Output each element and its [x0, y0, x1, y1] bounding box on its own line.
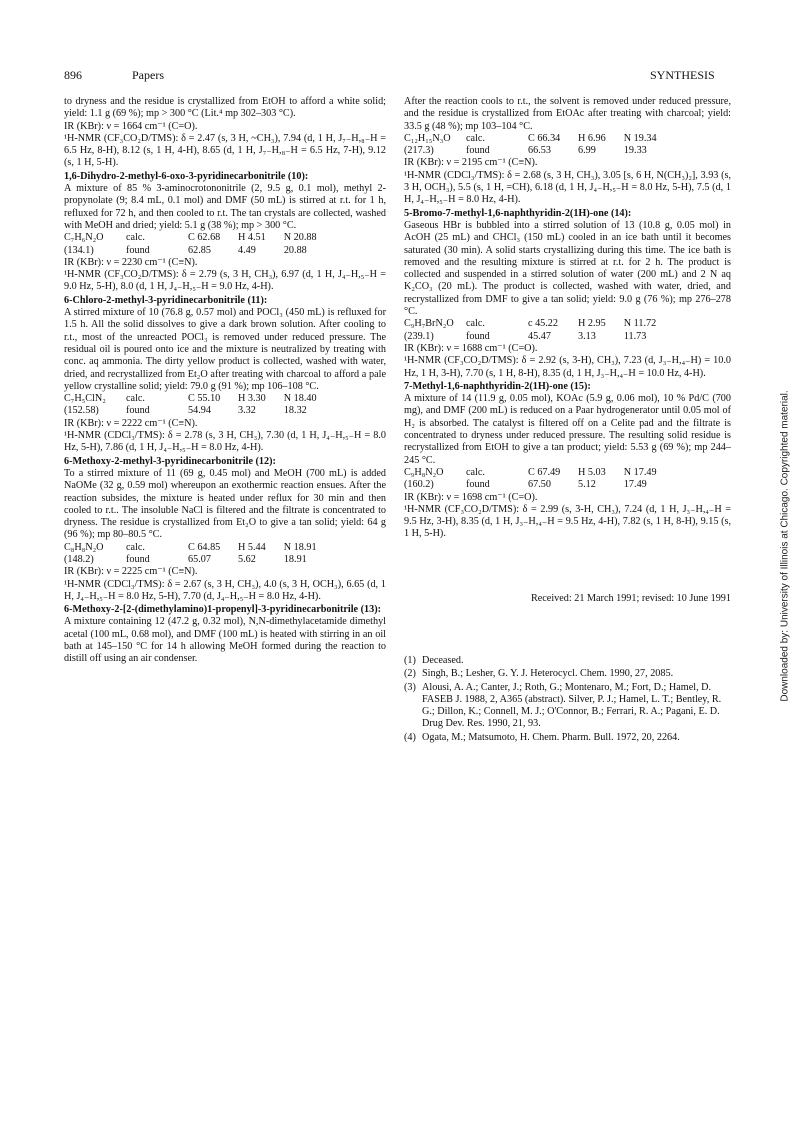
compound-15-title: 7-Methyl-1,6-naphthyridin-2(1H)-one (15): — [404, 380, 591, 392]
compound-13-body: A mixture containing 12 (47.2 g, 0.32 mol), N,N-dimethylacetamide dimethyl acetal (100 mL, 0.68 mol), and DMF (100 mL) is heated with stirring in an oil bath at 145–150 °C for 14 h allowing MeOH formed during the reaction to distill off using an air condenser. — [64, 616, 386, 665]
journal-name: SYNTHESIS — [650, 68, 715, 82]
compound-12-body: To a stirred mixture of 11 (69 g, 0.45 mol) and MeOH (700 mL) is added NaOMe (32 g, 0.59 mol) whereupon an exothermic reaction ensues. After the reaction subsides, the mixture is heated under reflux for 30 min and then cooled to r.t.. The insoluble NaCl is filtered and the filtrate is concentrated to dryness. The residue is crystallized from Et₂O to give a tan solid; yield: 64 g (96 %); mp 80–80.5 °C. — [64, 467, 386, 541]
compound-13-ir: IR (KBr): ν = 2195 cm⁻¹ (C≡N). — [404, 157, 538, 169]
left-column — [64, 96, 386, 666]
compound-11-nmr: ¹H-NMR (CDCl₃/TMS): δ = 2.78 (s, 3 H, CH₃), 7.30 (d, 1 H, J₄₋H,₅₋H = 8.0 Hz, 5-H), 7.86 (d, 1 H, J₄₋H,₅₋H = 8.0 Hz, 4-H). — [64, 430, 386, 454]
right-column — [404, 96, 731, 745]
compound-10-body: A mixture of 85 % 3-aminocrotononitrile (2, 9.5 g, 0.1 mol), methyl 2-propynolate (9; 8.4 mL, 0.1 mol) and DMF (50 mL) is stirred at r.t. for 1 h, refluxed for 72 h, and then cooled to r.t. The tan crystals are collected, washed with MeOH and dried; yield: 5.1 g (38 %); mp > 300 °C. — [64, 183, 386, 231]
compound-13-title: 6-Methoxy-2-[2-(dimethylamino)1-propenyl]-3-pyridinecarbonitrile (13): — [64, 604, 381, 616]
compound-13-nmr: ¹H-NMR (CDCl₃/TMS): δ = 2.68 (s, 3 H, CH₃), 3.05 [s, 6 H, N(CH₃)₂], 3.93 (s, 3 H, OCH₃), 5.5 (s, 1 H, =CH), 6.18 (d, 1 H, J₄₋H,₅₋H = 8.0 Hz, 5-H), 7.5 (d, 1 H, J₄₋H,₅₋H = 8.0 Hz, 4-H). — [404, 169, 731, 206]
compound-11-body: A stirred mixture of 10 (76.8 g, 0.57 mol) and POCl₃ (450 mL) is refluxed for 1.5 h. All the solid dissolves to give a dark brown solution. After cooling to r.t., most of the unreacted POCl₃ is removed under reduced pressure. The residual oil is poured onto ice and the mixture is neutralized by treating with conc. aq ammonia. The dirty yellow product is collected, washed with water, dried, and recrystallized from Et₂O after treating with charcoal to afford a pale yellow crystalline solid; yield: 79.0 g (91 %); mp 106–108 °C. — [64, 307, 386, 392]
compound-14-nmr: ¹H-NMR (CF₃CO₂D/TMS): δ = 2.92 (s, 3-H), CH₃), 7.23 (d, J₃₋H,₄₋H) = 10.0 Hz, 1 H, 3-H), 7.70 (s, 1 H, 8-H), 8.35 (d, 1 H, J₃₋H,₄₋H = 10.0 Hz, 4-H). — [404, 355, 731, 379]
compound-12-ir: IR (KBr): ν = 2225 cm⁻¹ (C≡N). — [64, 566, 198, 578]
intro-paragraph: to dryness and the residue is crystallized from EtOH to afford a white solid; yield: 1.1 g (69 %); mp > 300 °C (Lit.⁴ mp 302–303 °C). — [64, 96, 386, 120]
compound-15-nmr: ¹H-NMR (CF₃CO₂D/TMS): δ = 2.99 (s, 3-H, CH₃), 7.24 (d, 1 H, J₃₋H,₄₋H = 9.5 Hz, 3-H), 8.35 (d, 1 H, J₃₋H,₄₋H = 9.5 Hz, 4-H), 7.82 (s, 1 H, 8-H), 9.15 (s, 1 H, 5-H). — [404, 503, 731, 540]
reference-item: (3) Alousi, A. A.; Canter, J.; Roth, G.; Montenaro, M.; Fort, D.; Hamel, D. FASEB J. 1988, 2, A365 (abstract). Silver, P. J.; Hamel, L. T.; Bentley, R. G.; Dillon, K.; Connell, M. J.; O'Connor, B.; Ferrari, R. A.; Pagani, E. D. Drug Dev. Res. 1990, 21, 93. — [404, 681, 722, 730]
compound-15-ir: IR (KBr): ν = 1698 cm⁻¹ (C=O). — [404, 491, 538, 503]
compound-12-analysis: C₈H₈N₂O calc. C 64.85 H 5.44 N 18.91 (148.2) found 65.07 5.62 18.91 — [64, 541, 317, 565]
compound-11-title: 6-Chloro-2-methyl-3-pyridinecarbonitrile (11): — [64, 294, 268, 306]
references — [404, 655, 731, 744]
compound-14-title: 5-Bromo-7-methyl-1,6-naphthyridin-2(1H)-one (14): — [404, 207, 632, 219]
compound-13-body-continued: After the reaction cools to r.t., the solvent is removed under reduced pressure, and the residue is crystallized from EtOAc after treating with charcoal; yield: 33.5 g (48 %); mp 103–104 °C. — [404, 96, 731, 132]
page-number: 896 — [64, 68, 82, 82]
compound-10-title: 1,6-Dihydro-2-methyl-6-oxo-3-pyridinecarbonitrile (10): — [64, 170, 309, 182]
compound-11-ir: IR (KBr): ν = 2222 cm⁻¹ (C≡N). — [64, 417, 198, 429]
compound-14-analysis: C₉H₇BrN₂O calc. c 45.22 H 2.95 N 11.72 (239.1) found 45.47 3.13 11.73 — [404, 318, 657, 342]
compound-15-body: A mixture of 14 (11.9 g, 0.05 mol), KOAc (5.9 g, 0.06 mol), 10 % Pd/C (700 mg), and DMF (200 mL) is reduced on a Paar hydrogenerator until 0.05 mol of H₂ is absorbed. The catalyst is filtered off on a Celite pad and the filtrate is concentrated to dryness under reduced pressure. The resulting solid residue is recrystallized from EtOH to give a tan product; yield: 5.53 g (69 %); mp 244–245 °C. — [404, 393, 731, 466]
download-watermark — [778, 296, 792, 796]
reference-item: (1) Deceased. — [404, 654, 464, 666]
compound-10-nmr: ¹H-NMR (CF₃CO₂D/TMS): δ = 2.79 (s, 3 H, CH₃), 6.97 (d, 1 H, J₄₋H,₅₋H = 9.0 Hz, 5-H), 8.0 (d, 1 H, J₄₋H,₅₋H = 9.0 Hz, 4-H). — [64, 269, 386, 293]
compound-12-nmr: ¹H-NMR (CDCl₃/TMS): δ = 2.67 (s, 3 H, CH₃), 4.0 (s, 3 H, OCH₃), 6.65 (d, 1 H, J₄₋H,₅₋H = 8.0 Hz, 5-H), 7.70 (d, J₄₋H,₅₋H = 8.0 Hz, 4-H). — [64, 578, 386, 602]
intro-ir: IR (KBr): ν = 1664 cm⁻¹ (C=O). — [64, 120, 198, 132]
intro-nmr: ¹H-NMR (CF₃CO₂D/TMS): δ = 2.47 (s, 3 H, ~CH₃), 7.94 (d, 1 H, J₇₋H,₈₋H = 6.5 Hz, 8-H), 8.12 (s, 1 H, 4-H), 8.65 (d, 1 H, J₇₋H,₈₋H = 6.5 Hz, 7-H), 9.12 (s, 1 H, 5-H). — [64, 132, 386, 169]
compound-13-analysis: C₁₂H₁₅N₃O calc. C 66.34 H 6.96 N 19.34 (217.3) found 66.53 6.99 19.33 — [404, 132, 657, 157]
received-date: Received: 21 March 1991; revised: 10 June 1991 — [530, 592, 731, 604]
compound-10-ir: IR (KBr): ν = 2230 cm⁻¹ (C≡N). — [64, 256, 198, 268]
compound-12-title: 6-Methoxy-2-methyl-3-pyridinecarbonitrile (12): — [64, 455, 276, 467]
reference-item: (2) Singh, B.; Lesher, G. Y. J. Heterocycl. Chem. 1990, 27, 2085. — [404, 668, 674, 680]
reference-item: (4) Ogata, M.; Matsumoto, H. Chem. Pharm. Bull. 1972, 20, 2264. — [404, 731, 680, 743]
compound-15-analysis: C₉H₈N₂O calc. C 67.49 H 5.03 N 17.49 (160.2) found 67.50 5.12 17.49 — [404, 466, 657, 491]
section-label: Papers — [132, 68, 164, 82]
compound-14-ir: IR (KBr): ν = 1688 cm⁻¹ (C=O). — [404, 342, 538, 354]
compound-11-analysis: C₇H₅ClN₂ calc. C 55.10 H 3.30 N 18.40 (152.58) found 54.94 3.32 18.32 — [64, 393, 317, 417]
download-watermark-text: Downloaded by: University of Illinois at Chicago. Copyrighted material. — [779, 390, 791, 702]
compound-10-analysis: C₇H₆N₂O calc. C 62.68 H 4.51 N 20.88 (134.1) found 62.85 4.49 20.88 — [64, 232, 317, 256]
compound-14-body: Gaseous HBr is bubbled into a stirred solution of 13 (10.8 g, 0.05 mol) in AcOH (25 mL) and CHCl₃ (150 mL) cooled in an ice bath until it becomes saturated (30 min). A solid starts crystallizing during this time. The ice bath is removed and the resulting mixture is stirred at r.t. for 2 h. The product is collected and suspended in a stirred solution of water (200 mL) and 2 N aq K₂CO₃ (20 mL). The product is collected, washed with water, dried, and recrystallized from DMF to give a tan solid; yield: 9.0 g (76 %); mp 276–278 °C. — [404, 219, 731, 318]
